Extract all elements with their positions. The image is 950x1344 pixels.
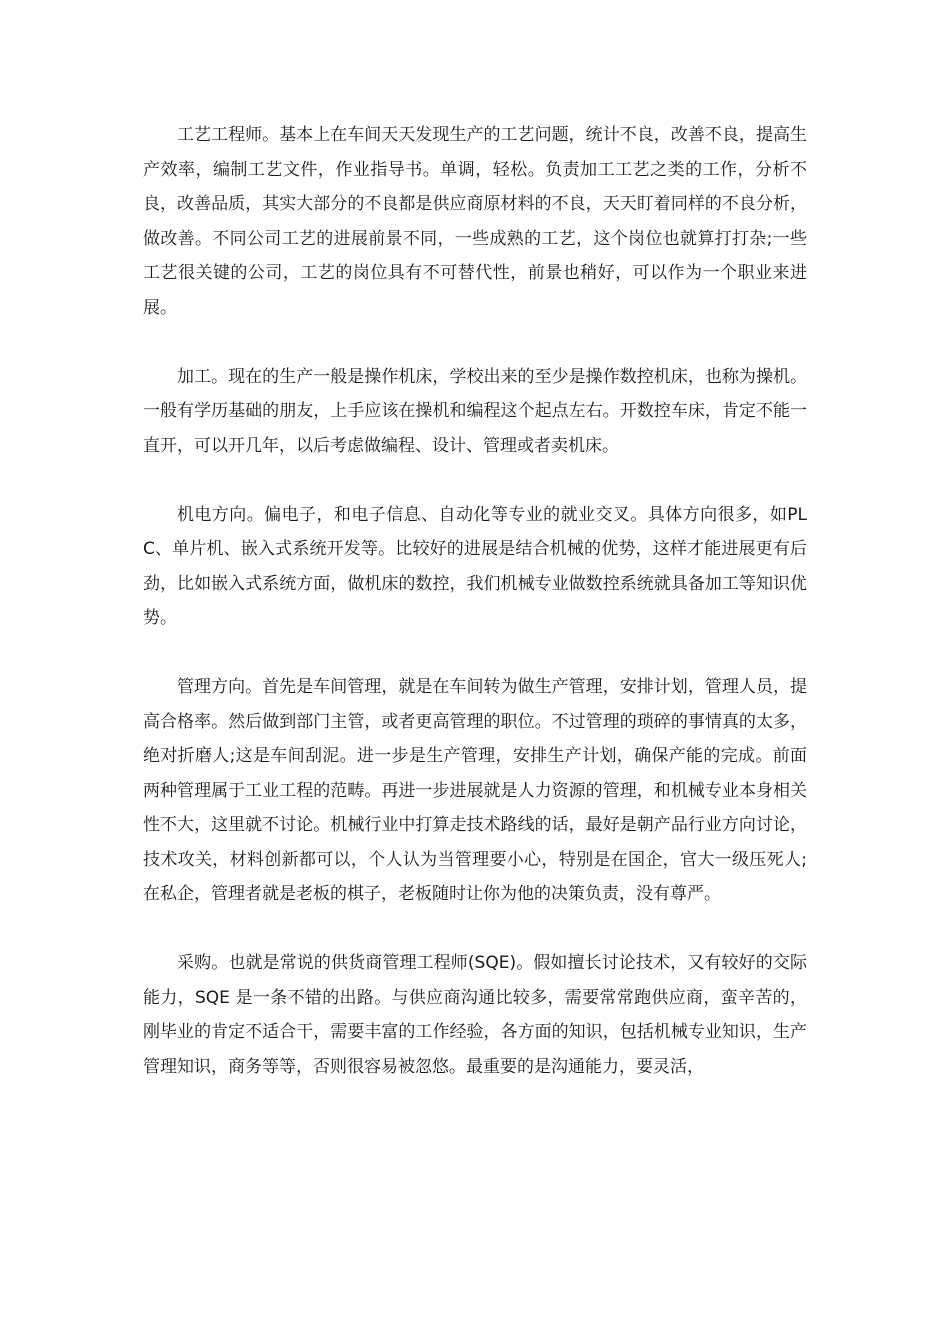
paragraph-management: 管理方向。首先是车间管理，就是在车间转为做生产管理，安排计划，管理人员，提高合格率。然后做到部门主管，或者更高管理的职位。不过管理的琐碎的事情真的太多，绝对折磨人;这是车间刮泥。进一步是生产管理，安排生产计划，确保产能的完成。前面两种管理属于工业工程的范畴。再进一步进展就是人力资源的管理，和机械专业本身相关性不大，这里就不讨论。机械行业中打算走技术路线的话，最好是朝产品行业方向讨论，技术攻关，材料创新都可以，个人认为当管理要小心，特别是在国企，官大一级压死人;在私企，管理者就是老板的棋子，老板随时让你为他的决策负责，没有尊严。 [143, 677, 807, 904]
paragraph-machining: 加工。现在的生产一般是操作机床，学校出来的至少是操作数控机床，也称为操机。一般有学历基础的朋友，上手应该在操机和编程这个起点左右。开数控车床，肯定不能一直开，可以开几年，以后考虑做编程、设计、管理或者卖机床。 [143, 366, 807, 456]
paragraph-mechatronics: 机电方向。偏电子，和电子信息、自动化等专业的就业交叉。具体方向很多，如PLC、单片机、嵌入式系统开发等。比较好的进展是结合机械的优势，这样才能进展更有后劲，比如嵌入式系统方面，做机床的数控，我们机械专业做数控系统就具备加工等知识优势。 [143, 504, 807, 628]
paragraph-process-engineer: 工艺工程师。基本上在车间天天发现生产的工艺问题，统计不良，改善不良，提高生产效率，编制工艺文件，作业指导书。单调，轻松。负责加工工艺之类的工作，分析不良，改善品质，其实大部分的不良都是供应商原材料的不良，天天盯着同样的不良分析，做改善。不同公司工艺的进展前景不同，一些成熟的工艺，这个岗位也就算打打杂;一些工艺很关键的公司，工艺的岗位具有不可替代性，前景也稍好，可以作为一个职业来进展。 [143, 125, 807, 318]
document-body [143, 118, 807, 1084]
paragraph-purchasing: 采购。也就是常说的供货商管理工程师(SQE)。假如擅长讨论技术，又有较好的交际能力，SQE 是一条不错的出路。与供应商沟通比较多，需要常常跑供应商，蛮辛苦的，刚毕业的肯定不适合干，需要丰富的工作经验，各方面的知识，包括机械专业知识，生产管理知识，商务等等，否则很容易被忽悠。最重要的是沟通能力，要灵活， [143, 953, 807, 1077]
